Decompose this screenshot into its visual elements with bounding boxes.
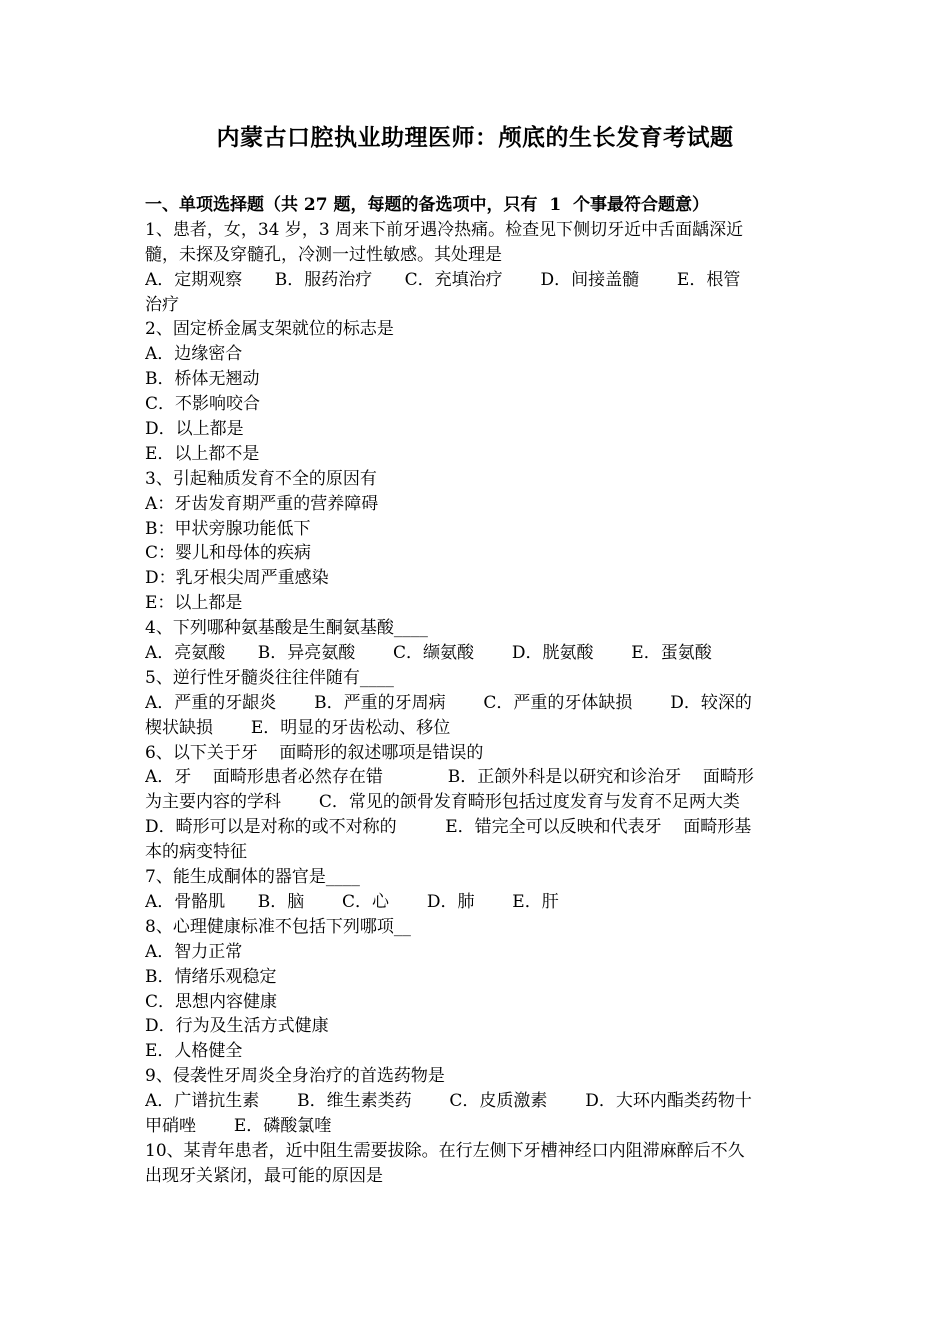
question-8-stem: 8、心理健康标准不包括下列哪项__: [145, 916, 411, 937]
question-8-option-a: A．智力正常: [145, 941, 243, 962]
question-6-options: A．牙 面畸形患者必然存在错 B．正颌外科是以研究和诊治牙 面畸形: [145, 767, 754, 788]
question-9-options-cont: 甲硝唑 E．磷酸氯喹: [145, 1115, 332, 1136]
question-1-stem-cont: 髓，未探及穿髓孔，冷测一过性敏感。其处理是: [145, 244, 502, 265]
question-6-options-cont-1: 为主要内容的学科 C．常见的颌骨发育畸形包括过度发育与发育不足两大类: [145, 792, 740, 813]
question-2-option-c: C．不影响咬合: [145, 394, 261, 415]
question-9-options: A．广谱抗生素 B．维生素类药 C．皮质激素 D．大环内酯类药物十: [145, 1091, 752, 1112]
section-heading: 一、单项选择题（共 27 题，每题的备选项中，只有 1 个事最符合题意）: [145, 195, 709, 215]
question-5-options: A．严重的牙龈炎 B．严重的牙周病 C．严重的牙体缺损 D．较深的: [145, 692, 752, 713]
question-7-options: A．骨骼肌 B．脑 C．心 D．肺 E．肝: [145, 891, 559, 912]
question-9-stem: 9、侵袭性牙周炎全身治疗的首选药物是: [145, 1066, 445, 1087]
question-6-stem: 6、以下关于牙 面畸形的叙述哪项是错误的: [145, 742, 484, 763]
question-5-options-cont: 楔状缺损 E．明显的牙齿松动、移位: [145, 717, 451, 738]
question-8-option-c: C．思想内容健康: [145, 991, 278, 1012]
question-5-stem: 5、逆行性牙髓炎往往伴随有____: [145, 667, 394, 688]
question-8-option-e: E．人格健全: [145, 1041, 243, 1062]
question-1-stem: 1、患者，女，34 岁，3 周来下前牙遇冷热痛。检查见下侧切牙近中舌面龋深近: [145, 219, 744, 240]
question-4-options: A．亮氨酸 B．异亮氨酸 C．缬氨酸 D．胱氨酸 E．蛋氨酸: [145, 643, 712, 664]
question-2-option-d: D．以上都是: [145, 419, 244, 440]
question-2-option-a: A．边缘密合: [145, 344, 243, 365]
question-8-option-b: B．情绪乐观稳定: [145, 966, 277, 987]
question-3-option-a: A：牙齿发育期严重的营养障碍: [145, 493, 379, 514]
question-10-stem: 10、某青年患者，近中阻生需要拔除。在行左侧下牙槽神经口内阻滞麻醉后不久: [145, 1140, 745, 1161]
question-7-stem: 7、能生成酮体的器官是____: [145, 867, 360, 888]
question-10-stem-cont: 出现牙关紧闭，最可能的原因是: [145, 1165, 383, 1186]
question-3-option-d: D：乳牙根尖周严重感染: [145, 568, 329, 589]
question-2-stem: 2、固定桥金属支架就位的标志是: [145, 319, 394, 340]
question-1-options-cont: 治疗: [145, 294, 179, 315]
document-title: 内蒙古口腔执业助理医师：颅底的生长发育考试题: [216, 124, 734, 151]
question-3-option-e: E：以上都是: [145, 593, 243, 614]
question-8-option-d: D．行为及生活方式健康: [145, 1016, 329, 1037]
document-body: [145, 193, 810, 1189]
question-3-option-b: B：甲状旁腺功能低下: [145, 518, 311, 539]
question-3-option-c: C：婴儿和母体的疾病: [145, 543, 312, 564]
question-3-stem: 3、引起釉质发育不全的原因有: [145, 468, 377, 489]
question-2-option-b: B．桥体无翘动: [145, 369, 260, 390]
question-4-stem: 4、下列哪种氨基酸是生酮氨基酸____: [145, 618, 428, 639]
question-6-options-cont-3: 本的病变特征: [145, 842, 247, 863]
question-1-options: A．定期观察 B．服药治疗 C．充填治疗 D．间接盖髓 E．根管: [145, 269, 741, 290]
question-6-options-cont-2: D．畸形可以是对称的或不对称的 E．错完全可以反映和代表牙 面畸形基: [145, 817, 752, 838]
question-2-option-e: E．以上都不是: [145, 443, 260, 464]
